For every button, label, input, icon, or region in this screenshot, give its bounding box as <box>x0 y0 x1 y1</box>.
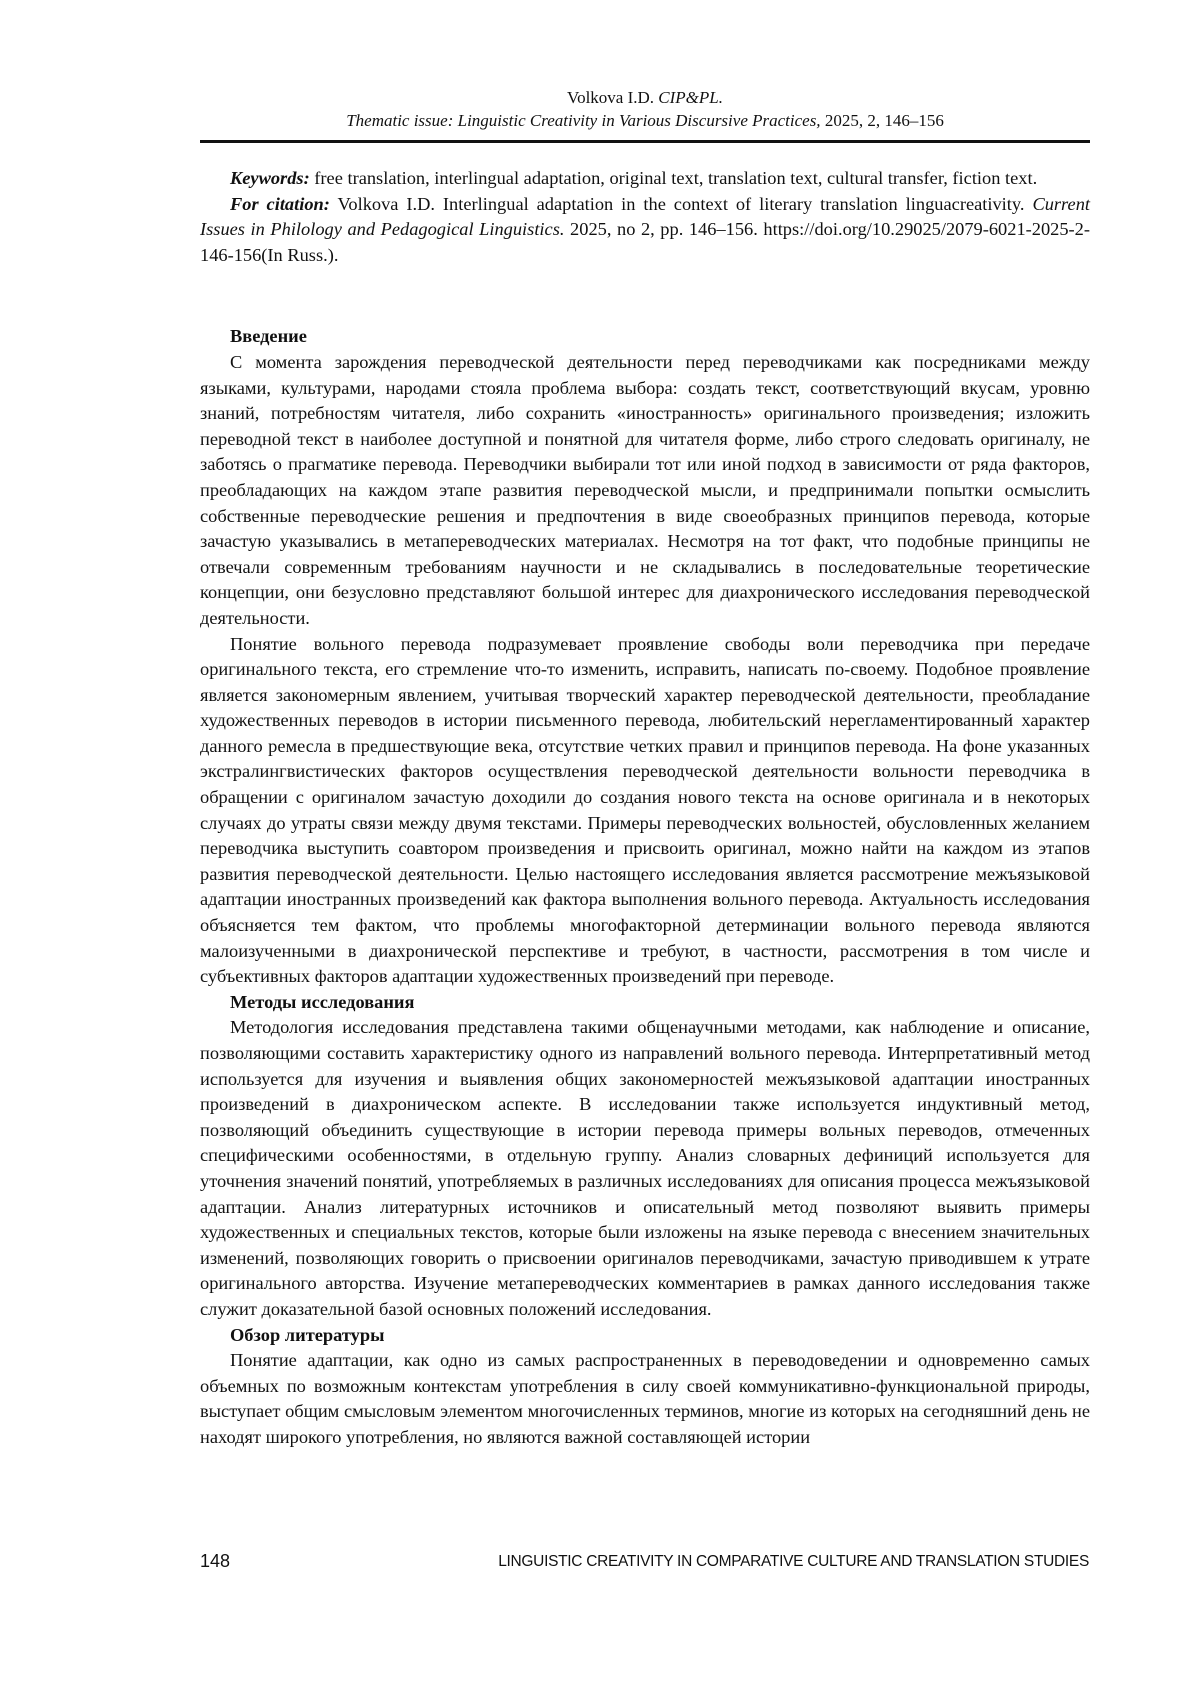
citation-text-before: Volkova I.D. Interlingual adaptation in the context of literary translation linguacreativity. <box>337 193 1025 214</box>
running-header-line-2 <box>200 109 1090 132</box>
citation-text-after: 2025, no 2, pp. 146–156. https://doi.org/10.29025/2079-6021-2025-2-146-156(In Russ.). <box>200 219 1090 265</box>
citation-journal: Current Issues in Philology and Pedagogical Linguistics. <box>200 193 1090 240</box>
running-header <box>200 86 1090 132</box>
header-journal-abbrev: CIP&PL. <box>658 88 723 107</box>
keywords-label: Keywords: <box>230 168 310 188</box>
citation-paragraph <box>200 192 1090 269</box>
methods-paragraph-1: Методология исследования представлена такими общенаучными методами, как наблюдение и описание, позволяющими составить характеристику одного из направлений вольного перевода. Интерпретативный метод используется для изучения и выявления общих закономерностей межъязыковой адаптации иностранных произведений в диахроническом аспекте. В исследовании также используется индуктивный метод, позволяющий объединить существующие в истории перевода примеры вольных переводов, отмеченных специфическими особенностями, в отдельную группу. Анализ словарных дефиниций используется для уточнения значений понятий, употребляемых в различных исследованиях для описания процесса межъязыковой адаптации. Анализ литературных источников и описательный метод позволяют выявить примеры художественных и специальных текстов, которые были изложены на языке перевода с внесением значительных изменений, позволяющих говорить о присвоении оригиналов переводчиками, зачастую приводившем к утрате оригинального авторства. Изучение метапереводческих комментариев в рамках данного исследования также служит доказательной базой основных положений исследования. <box>200 1017 1090 1319</box>
spacer <box>200 268 1090 324</box>
footer-running-title: LINGUISTIC CREATIVITY IN COMPARATIVE CULTURE AND TRANSLATION STUDIES <box>498 1553 1089 1570</box>
intro-paragraph-1: С момента зарождения переводческой деятельности перед переводчиками как посредниками между языками, культурами, народами стояла проблема выбора: создать текст, соответствующий вкусам, уровню знаний, потребностям читателя, либо сохранить «иностранность» оригинального произведения; изложить переводной текст в наиболее доступной и понятной для читателя форме, либо строго следовать оригиналу, не заботясь о прагматике перевода. Переводчики выбирали тот или иной подход в зависимости от ряда факторов, преобладающих на каждом этапе развития переводческой мысли, и предпринимали попытки осмыслить собственные переводческие решения и предпочтения в виде своеобразных принципов перевода, которые зачастую указывались в метапереводческих материалах. Несмотря на тот факт, что подобные принципы не отвечали современным требованиям научности и не складывались в последовательные теоретические концепции, они безусловно представляют большой интерес для диахронического исследования переводческой деятельности. <box>200 351 1090 628</box>
keywords-text: free translation, interlingual adaptation, original text, translation text, cultural transfer, fiction text. <box>314 168 1038 188</box>
header-rule <box>200 140 1090 143</box>
keywords-paragraph <box>200 166 1090 192</box>
running-header-line-1 <box>200 86 1090 109</box>
citation-label: For citation: <box>230 193 330 214</box>
footer-page-number: 148 <box>200 1551 231 1571</box>
section-heading-introduction: Введение <box>230 326 307 347</box>
review-paragraph-1: Понятие адаптации, как одно из самых распространенных в переводоведении и одновременно самых объемных по возможным контекстам употребления в силу своей коммуникативно-функциональной природы, выступает общим смысловым элементом многочисленных терминов, многие из которых на сегодняшний день не находят широкого употребления, но являются важной составляющей истории <box>200 1350 1090 1447</box>
section-heading-methods: Методы исследования <box>230 991 415 1012</box>
header-author: Volkova I.D. <box>567 88 655 107</box>
header-issue-info: 2025, 2, 146–156 <box>824 111 944 130</box>
header-thematic-issue: Thematic issue: Linguistic Creativity in Various Discursive Practices, <box>346 111 821 130</box>
article-body <box>200 166 1090 1451</box>
intro-paragraph-2: Понятие вольного перевода подразумевает проявление свободы воли переводчика при передаче оригинального текста, его стремление что-то изменить, исправить, написать по-своему. Подобное проявление является закономерным явлением, учитывая творческий характер переводческой деятельности, преобладание художественных переводов в истории письменного перевода, любительский нерегламентированный характер данного ремесла в предшествующие века, отсутствие четких правил и принципов перевода. На фоне указанных экстралингвистических факторов осуществления переводческой деятельности вольности переводчика в обращении с оригиналом зачастую доходили до создания нового текста на основе оригинала и в некоторых случаях до утраты связи между двумя текстами. Примеры переводческих вольностей, обусловленных желанием переводчика выступить соавтором произведения и присвоить оригинал, можно найти на каждом из этапов развития переводческой деятельности. Целью настоящего исследования является рассмотрение межъязыковой адаптации иностранных произведений как фактора выполнения вольного перевода. Актуальность исследования объясняется тем фактом, что проблемы многофакторной детерминации вольного перевода являются малоизученными в диахронической перспективе и требуют, в частности, рассмотрения в том числе и субъективных факторов адаптации художественных произведений при переводе. <box>200 633 1090 987</box>
section-heading-literature-review: Обзор литературы <box>230 1324 385 1345</box>
